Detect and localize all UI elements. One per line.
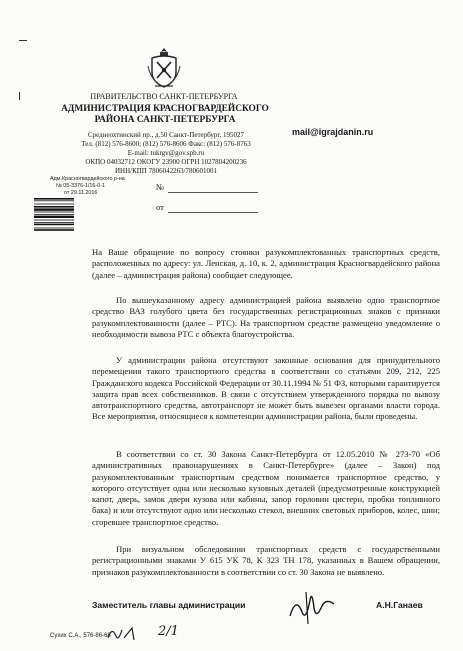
barcode-bar bbox=[34, 204, 74, 205]
government-name: ПРАВИТЕЛЬСТВО САНКТ-ПЕТЕРБУРГА bbox=[90, 92, 238, 101]
signatory-name: А.Н.Ганаев bbox=[376, 600, 423, 610]
number-line bbox=[168, 192, 258, 193]
paragraph-2: По вышеуказанному адресу администрацией района выявлено одно транспортное средство ВАЗ голубого цвета без государственных регистрационных знаков с признаки разукомплектованности (далее – РТС). На транспортном средстве размещено уведомление о необходимости вывоза РТС с объекта благоустройства. bbox=[92, 295, 440, 339]
barcode-bar bbox=[34, 206, 74, 208]
corner-mark-top-left bbox=[19, 40, 27, 41]
corner-mark-left bbox=[19, 92, 20, 100]
barcode bbox=[34, 198, 74, 238]
coat-of-arms-icon bbox=[146, 46, 182, 90]
email: E-mail: tukrgv@gov.spb.ru bbox=[127, 149, 205, 157]
handwritten-number: 2/1 bbox=[158, 624, 179, 639]
recipient-email: mail@igrajdanin.ru bbox=[292, 127, 374, 137]
barcode-bar bbox=[34, 220, 74, 221]
admin-name-line1: АДМИНИСТРАЦИЯ КРАСНОГВАРДЕЙСКОГО bbox=[61, 104, 269, 114]
address: Среднеохтинский пр., д.50 Санкт-Петербург, 195027 bbox=[87, 131, 245, 139]
barcode-bar bbox=[34, 200, 74, 201]
barcode-bar bbox=[34, 228, 74, 229]
barcode-bar bbox=[34, 216, 74, 218]
stamp-line3: от 29.11.2016 bbox=[64, 189, 98, 196]
stamp-line1: Адм.Красногвардейского р-на bbox=[50, 176, 125, 182]
from-line bbox=[168, 212, 258, 213]
paragraph-1: На Ваше обращение по вопросу стоянки разукомплектованных транспортных средств, расположенных по адресу: ул. Ленская, д. 10, к. 2, администрация Красногвардейского района (далее – администрация района) сообщает следующее. bbox=[92, 247, 440, 280]
barcode-bar bbox=[34, 229, 74, 231]
barcode-bar bbox=[34, 222, 74, 223]
barcode-bar bbox=[34, 212, 74, 213]
paragraph-5: При визуальном обследовании транспортных средств с государственными регистрационными знаками У 615 УК 78, К 323 ТН 178, указанных в Вашем обращении, признаков разукомплектованности в соответствии со ст. 30 Закона не выявлено. bbox=[92, 544, 440, 577]
handwritten-note-icon bbox=[104, 622, 194, 644]
registration-stamp bbox=[50, 176, 140, 196]
barcode-bar bbox=[34, 224, 74, 226]
barcode-bar bbox=[34, 208, 74, 210]
handwritten-signature-icon bbox=[282, 586, 342, 626]
barcode-bar bbox=[34, 198, 74, 200]
paragraph-3: У администрации района отсутствуют законные основания для принудительного перемещения такого транспортного средства в соответствии со статьями 209, 212, 225 Гражданского кодекса Российской Федерации от 30.11.1994 № 51 ФЗ, которыми гарантируется защита прав всех собственников. В связи с отсутствием утвержденного порядка по вывозу автотранспортного средства, автотранспорт не может быть вывезен органами власти города. Все мероприятия, относящиеся к компетенции администрации района, были проведены. bbox=[92, 355, 440, 422]
paragraph-4: В соответствии со ст. 30 Закона Санкт-Петербурга от 12.05.2010 № 273-70 «Об административных правонарушениях в Санкт-Петербурге» (далее – Закон) под разукомплектованным транспортным средством понимается транспортное средство, у которого отсутствует одна или несколько кузовных деталей (предусмотренные конструкцией капот, дверь, замок двери кузова или кабины, запор горловин цистерн, пробки топливного бака) и или отсутствуют одно или несколько стекол, внешних световых приборов, колес, шин; сгоревшее транспортное средство. bbox=[92, 449, 440, 527]
signature-title: Заместитель главы администрации bbox=[92, 600, 246, 610]
stamp-line2: № 05-3376-1/16-0-1 bbox=[56, 182, 105, 189]
tax-codes: ИНН/КПП 7806042263/780601001 bbox=[114, 167, 218, 175]
barcode-bar bbox=[34, 214, 74, 215]
admin-name-line2: РАЙОНА САНКТ-ПЕТЕРБУРГА bbox=[94, 115, 236, 125]
phones: Тел. (812) 576-8600; (812) 576-8606 Факс: (812) 576-8763 bbox=[81, 140, 251, 148]
executor-info: Сухих С.А., 576-86-68 bbox=[50, 633, 111, 639]
number-label: № bbox=[156, 182, 165, 192]
from-label: от bbox=[156, 202, 164, 212]
registration-codes: ОКПО 04032712 ОКОГУ 23900 ОГРН 1027804200236 bbox=[85, 158, 247, 166]
